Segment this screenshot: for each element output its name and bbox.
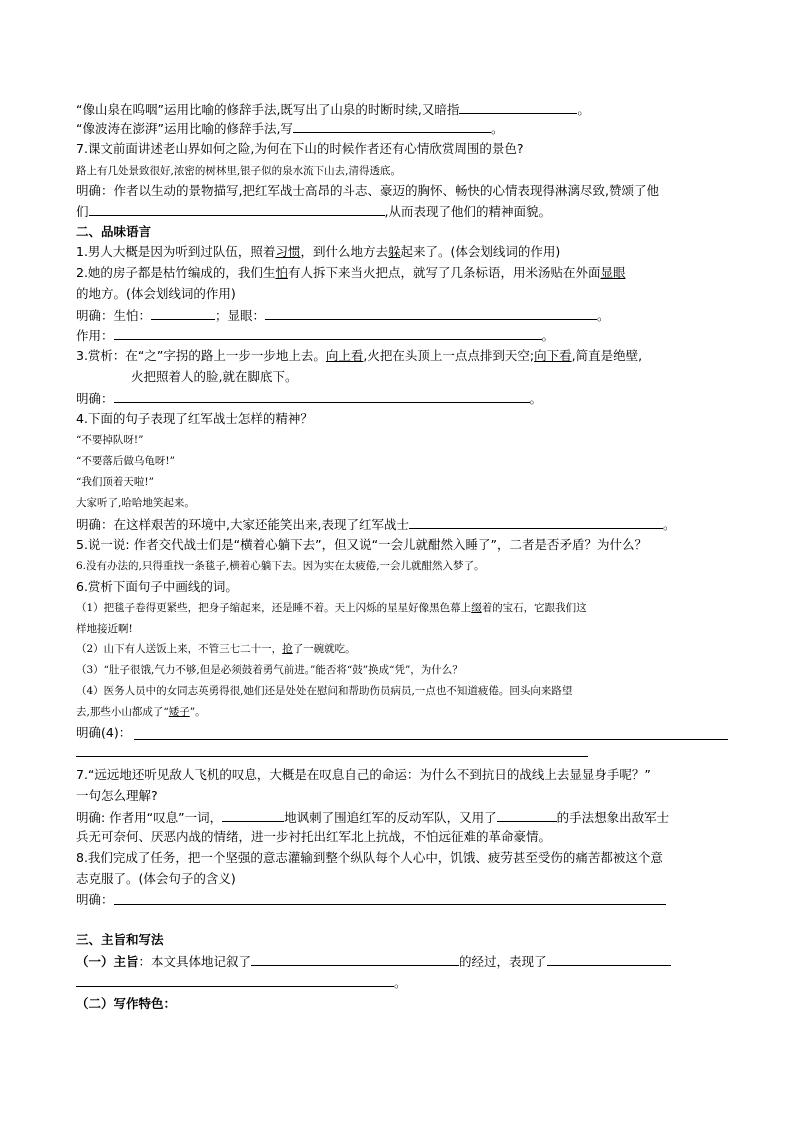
answer-blank[interactable] <box>409 516 663 529</box>
question-7: 7.课文前面讲述老山界如何之险,为何在下山的时候作者还有心情欣赏周围的景色? <box>76 141 524 156</box>
quote-text: 路上有几处景致很好,浓密的树林里,银子似的泉水流下山去,清得透底。 <box>76 165 402 177</box>
sub-question-1-cont: 样地接近啊! <box>76 623 133 635</box>
answer-text-cont: 们 ,从而表现了他们的精神面貌。 <box>76 204 551 219</box>
question-6: 6.赏析下面句子中画线的词。 <box>76 579 238 594</box>
question-7b: 7.“远远地还听见敌人飞机的叹息，大概是在叹息自己的命运：为什么不到抗日的战线上去显显身手呢？” <box>76 767 651 782</box>
answer-blank[interactable] <box>151 307 215 320</box>
question-3: 3.赏析：在“之”字拐的路上一步一步地上去。向上看,火把在头顶上一点点排到天空;向下看,简直是绝壁, <box>76 348 643 363</box>
question-2: 2.她的房子都是枯竹编成的，我们生怕有人拆下来当火把点，就写了几条标语，用米汤贴在外面显眼 <box>76 265 626 280</box>
section-heading-3: 三、主旨和写法 <box>76 932 164 947</box>
quote-line: “我们顶着天啦!” <box>76 476 154 488</box>
question-4: 4.下面的句子表现了红军战士怎样的精神？ <box>76 411 313 426</box>
section-heading-2: 二、品味语言 <box>76 224 152 239</box>
answer-rule[interactable] <box>134 739 728 740</box>
answer-blank[interactable] <box>114 390 530 403</box>
sub-question-4-cont: 去,那些小山都成了“矮子”。 <box>76 706 206 718</box>
answer-text-cont: 兵无可奈何、厌恶内战的情绪，进一步衬托出红军北上抗战，不怕远征难的革命豪情。 <box>76 829 552 844</box>
answer-blank[interactable] <box>293 120 491 133</box>
answer-rule[interactable] <box>114 904 666 905</box>
quote-line: “不要落后做乌龟呀!” <box>76 455 175 467</box>
question-8-cont: 志克服了。(体会句子的含义) <box>76 871 236 886</box>
answer-blank[interactable] <box>89 203 385 216</box>
sub-question-3: （3）“肚子很饿,气力不够,但是必须鼓着勇气前进。”能否将“鼓”换成“凭”，为什么？ <box>76 664 463 676</box>
answer-blank[interactable] <box>114 327 542 340</box>
line-spring-metaphor: “像山泉在呜咽”运用比喻的修辞手法,既写出了山泉的时断时续,又暗指 。 <box>76 102 590 117</box>
question-2-cont: 的地方。(体会划线词的作用) <box>76 286 236 301</box>
answer-text: 明确：作者以生动的景物描写,把红军战士高昂的斗志、豪迈的胸怀、畅快的心情表现得淋漓尽致,赞颂了他 <box>76 183 659 198</box>
answer-line: 明确：生怕： ；显眼： 。 <box>76 308 610 323</box>
answer-label: 明确(4)： <box>76 725 132 740</box>
answer-label: 明确： <box>76 892 114 907</box>
answer-line: 明确: 作者用“叹息”一词， 地讽刺了围追红军的反动军队，又用了 的手法想象出敌军士 <box>76 810 670 825</box>
question-3-cont: 火把照着人的脸,就在脚底下。 <box>131 369 298 384</box>
answer-blank[interactable] <box>547 953 671 966</box>
question-8: 8.我们完成了任务，把一个坚强的意志灌输到整个纵队每个人心中，饥饿、疲劳甚至受伤的痛苦都被这个意 <box>76 850 663 865</box>
answer-rule[interactable] <box>76 756 588 757</box>
answer-blank[interactable] <box>265 307 597 320</box>
sub-question-2: （2）山下有人送饭上来，不管三七二十一，抢了一碗就吃。 <box>76 643 356 655</box>
answer-blank[interactable] <box>497 809 557 822</box>
answer-line: 明确： 。 <box>76 391 543 406</box>
question-5: 5.说一说: 作者交代战士们是“横着心躺下去”，但又说“一会儿就酣然入睡了”，二者是否矛盾？为什么？ <box>76 537 648 552</box>
question-7b-cont: 一句怎么理解? <box>76 788 158 803</box>
sub-question-1: （1）把毯子卷得更紧些，把身子缩起来，还是睡不着。天上闪烁的星星好像黑色幕上缀着的宝石，它跟我们这 <box>76 602 587 614</box>
writing-features-heading: （二）写作特色： <box>76 996 177 1011</box>
quote-line: “不要掉队呀!” <box>76 434 144 446</box>
question-1: 1.男人大概是因为听到过队伍，照着习惯，到什么地方去躲起来了。(体会划线词的作用) <box>76 244 561 259</box>
quote-line: 大家听了,哈哈地笑起来。 <box>76 497 195 509</box>
sub-question-4: （4）医务人员中的女同志英勇得很,她们还是处处在慰问和帮助伤员病员,一点也不知道疲倦。回头向来路望 <box>76 685 573 697</box>
line-wave-metaphor: “像波涛在澎湃”运用比喻的修辞手法,写 。 <box>76 121 504 136</box>
answer-blank[interactable] <box>76 974 394 987</box>
theme-line: （一）主旨：本文具体地记叙了 的经过，表现了 <box>76 953 671 970</box>
answer-line: 明确：在这样艰苦的环境中,大家还能笑出来,表现了红军战士 。 <box>76 517 676 532</box>
answer-blank[interactable] <box>222 809 284 822</box>
answer-blank[interactable] <box>251 953 459 966</box>
answer-blank[interactable] <box>459 101 577 114</box>
theme-line-cont: 。 <box>76 974 407 991</box>
quote-text: 6.没有办法的,只得重找一条毯子,横着心躺下去。因为实在太疲倦,一会儿就酣然入梦了。 <box>76 560 485 572</box>
answer-line: 作用： 。 <box>76 328 555 343</box>
